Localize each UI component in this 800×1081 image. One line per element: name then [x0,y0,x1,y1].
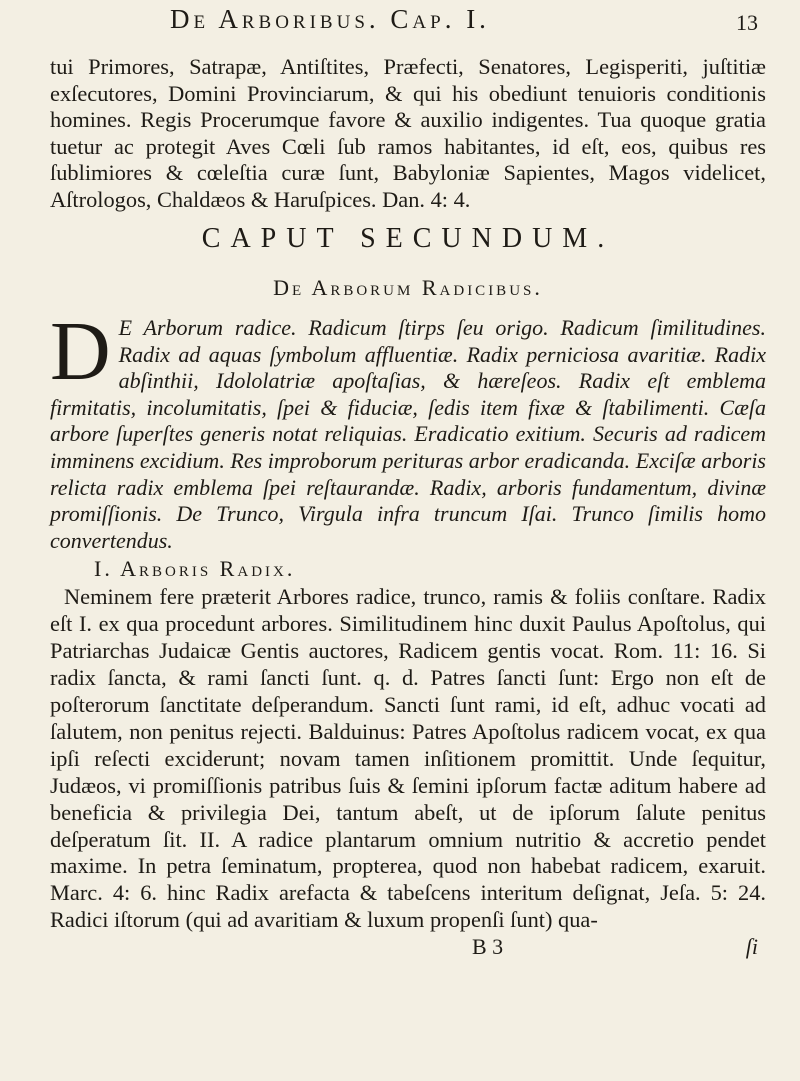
running-head [50,0,766,46]
page-number: 13 [736,10,758,35]
section-heading: I. Arboris Radix. [94,556,296,582]
section-body: Neminem fere præterit Arbores radice, trunco, ramis & foliis conſtare. Radix eſt I. ex qua procedunt arbores. Similitudinem hinc duxit Paulus Apoſtolus, qui Patriarchas Judaicæ Gentis auctores, Radicem gentis vocat. Rom. 11: 16. Si radix ſancta, & rami ſancti ſunt. q. d. Patres ſancti ſunt: Ergo non eſt de poſterorum ſanctitate deſperandum. Sancti ſunt rami, id eſt, adhuc vocati ad ſalutem, non penitus rejecti. Balduinus: Patres Apoſtolus radicem vocat, ex qua ipſi reſecti exciderunt; novam tamen inſitionem promittit. Unde ſequitur, Judæos, vi promiſſionis patribus ſuis & ſemini ipſorum factæ aditum habere ad beneficia & privilegia Dei, tantum abeſt, ut de ipſorum ſalute penitus deſperatum ſit. II. A radice plantarum omnium nutritio & accretio pendet maxime. In petra ſeminatum, propterea, quod non habebat radicem, exaruit. Marc. 4: 6. hinc Radix arefacta & tabeſcens interitum deſignat, Jeſa. 5: 24. Radici iſtorum (qui ad avaritiam & luxum propenſi ſunt) qua- [50,584,766,933]
page-footer [50,934,766,960]
running-title: De Arboribus. Cap. I. [170,4,490,34]
drop-capital: D [50,305,111,398]
catchword: ſi [745,934,758,960]
chapter-summary [50,305,766,554]
chapter-heading: CAPUT SECUNDUM. [201,223,615,254]
signature-mark: B 3 [472,934,504,960]
chapter-subtitle: De Arborum Radicibus. [273,275,543,300]
summary-text: E Arborum radice. Radicum ſtirps ſeu origo. Radicum ſimilitudines. Radix ad aquas ſymbolum affluentiæ. Radix perniciosa avaritiæ. Radix abſinthii, Idololatriæ apoſtaſias, & hæreſeos. Radix eſt emblema firmitatis, incolumitatis, ſpei & fiduciæ, ſedis item fixæ & ſtabilimenti. Cæſa arbore ſuperſtes generis notat reliquias. Eradicatio exitium. Securis ad radicem imminens excidium. Res improborum perituras arbor eradicanda. Exciſæ arboris relicta radix emblema ſpei reſtaurandæ. Radix, arboris fundamentum, divinæ promiſſionis. De Trunco, Virgula infra truncum Iſai. Trunco ſimilis homo convertendus. [50,315,766,553]
opening-paragraph: tui Primores, Satrapæ, Antiſtites, Præfecti, Senatores, Legisperiti, juſtitiæ exſecutores, Domini Provinciarum, & qui his obediunt tenuioris conditionis homines. Regis Procerumque favore & auxilio indigentes. Tua quoque gratia tuetur ac protegit Aves Cœli ſub ramos habitantes, id eſt, eos, quibus res ſublimiores & cœleſtia curæ ſunt, Babyloniæ Sapientes, Magos videlicet, Aſtrologos, Chaldæos & Haruſpices. Dan. 4: 4. [50,54,766,212]
